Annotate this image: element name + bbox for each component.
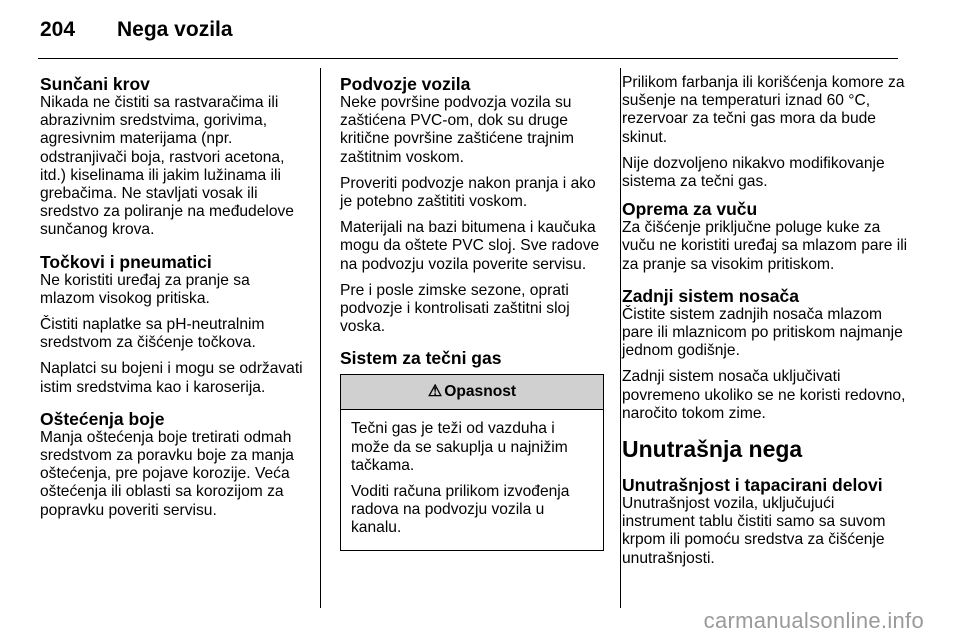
page-number: 204 — [40, 18, 76, 41]
paragraph: Nikada ne čistiti sa rastvaračima ili abrazivnim sredstvima, gorivima, agresivnim materijama (npr. odstranjivači boja, rastvori acetona, itd.) kiselinama ili jakim lužinama ili grebačima. Ne stavljati vosak ili sredstvo za poliranje na međudelove sunčanog krova. — [40, 94, 294, 239]
column-2 — [340, 74, 604, 563]
section-sunroof — [40, 74, 308, 240]
column-divider-1 — [320, 68, 321, 608]
paragraph: Pre i posle zimske sezone, oprati podvozje i kontrolisati zaštitni sloj voska. — [340, 281, 570, 336]
paragraph: Unutrašnjost vozila, uključujući instrument tablu čistiti samo sa suvom krpom ili pomoću sredstva za čišćenje unutrašnjosti. — [622, 495, 886, 567]
danger-heading: Opasnost — [444, 383, 517, 401]
section-gas — [340, 348, 604, 550]
section-paint — [40, 409, 308, 520]
danger-box — [340, 374, 604, 550]
danger-box-header — [341, 375, 603, 410]
chapter-heading-interior: Unutrašnja nega — [622, 436, 803, 463]
watermark: carmanualsonline.info — [703, 608, 924, 633]
section-underbody — [340, 74, 604, 336]
section-title-paint: Oštećenja boje — [40, 408, 165, 429]
section-wheels — [40, 252, 308, 397]
column-divider-2 — [620, 68, 621, 608]
warning-triangle-icon: ⚠ — [427, 383, 443, 401]
paragraph: Čistite sistem zadnjih nosača mlazom pare ili mlaznicom po pritiskom najmanje jednom godišnje. — [622, 305, 903, 360]
paragraph: Proveriti podvozje nakon pranja i ako je potebno zaštititi voskom. — [340, 174, 596, 211]
paragraph: Manja oštećenja boje tretirati odmah sredstvom za poravku boje za manja oštećenja, pre pojave korozije. Veća oštećenja ili oblasti sa korozijom za popravku poveriti servisu. — [40, 428, 294, 519]
danger-box-body — [341, 410, 603, 549]
paragraph: Za čišćenje priključne poluge kuke za vuču ne koristiti uređaj sa mlazom pare ili za pranje sa visokim pritiskom. — [622, 219, 908, 273]
section-tow — [622, 199, 908, 274]
section-title-interior: Unutrašnjost i tapacirani delovi — [622, 475, 883, 496]
page-header — [0, 0, 960, 58]
paragraph: Naplatci su bojeni i mogu se održavati istim sredstvima kao i karoserija. — [40, 360, 303, 396]
section-title-underbody: Podvozje vozila — [340, 74, 471, 94]
header-divider — [38, 58, 898, 59]
section-title-gas: Sistem za tečni gas — [340, 348, 502, 369]
chapter-title: Nega vozila — [117, 18, 233, 41]
section-rear-carrier — [622, 286, 908, 423]
paragraph: Nije dozvoljeno nikakvo modifikovanje sistema za tečni gas. — [622, 154, 885, 191]
paragraph: Voditi računa prilikom izvođenja radova na podvozju vozila u kanalu. — [351, 483, 570, 537]
section-title-tow: Oprema za vuču — [622, 199, 758, 220]
column-1 — [40, 74, 308, 532]
section-title-sunroof: Sunčani krov — [40, 74, 150, 94]
section-title-rear-carrier: Zadnji sistem nosača — [622, 285, 800, 306]
paragraph: Prilikom farbanja ili korišćenja komore za sušenje na temperaturi iznad 60 °C, rezervoar za tečni gas mora da bude skinut. — [622, 74, 905, 146]
paragraph: Tečni gas je teži od vazduha i može da se sakuplja u najnižim tačkama. — [351, 420, 568, 474]
column-3 — [622, 74, 908, 576]
paragraph: Materijali na bazi bitumena i kaučuka mogu da oštete PVC sloj. Sve radove na podvozju vozila poverite servisu. — [340, 219, 600, 273]
paragraph: Neke površine podvozja vozila su zaštićena PVC-om, dok su druge kritične površine zaštićene trajnim zaštitnim voskom. — [340, 94, 574, 166]
paragraph: Ne koristiti uređaj za pranje sa mlazom visokog pritiska. — [40, 271, 250, 307]
section-title-wheels: Točkovi i pneumatici — [40, 251, 212, 272]
paragraph: Čistiti naplatke sa pH-neutralnim sredstvom za čišćenje točkova. — [40, 316, 265, 352]
paragraph: Zadnji sistem nosača uključivati povremeno ukoliko se ne koristi redovno, naročito tokom zime. — [622, 368, 906, 422]
